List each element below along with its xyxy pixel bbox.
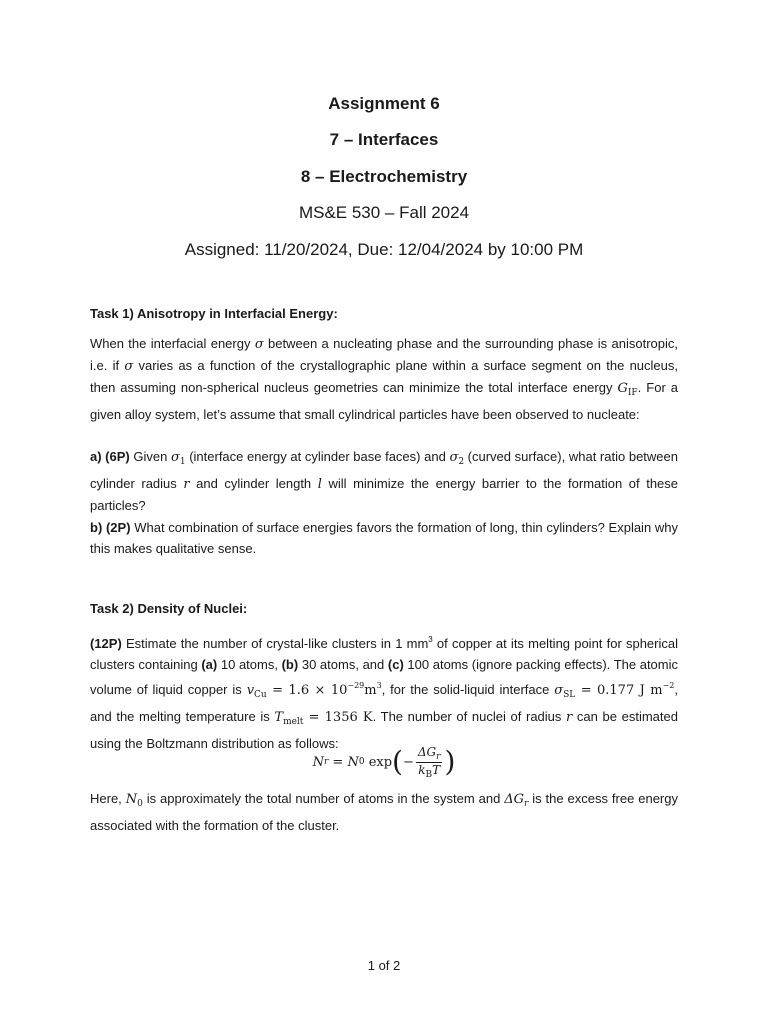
task2-title: Task 2) Density of Nuclei:: [90, 601, 248, 616]
assignment-dates: Assigned: 11/20/2024, Due: 12/04/2024 by 10:00 PM: [184, 240, 584, 259]
boltzmann-equation: N r = N 0 exp ( − $\frac{\Delta G_r}{k_BT}$ ): [312, 744, 456, 780]
topic-interfaces: 7 – Interfaces: [329, 130, 439, 149]
equation-fraction: $\frac{\Delta G_r}{k_BT}$: [417, 744, 441, 780]
task1-title: Task 1) Anisotropy in Interfacial Energy:: [90, 306, 338, 321]
assignment-title: Assignment 6: [328, 94, 440, 113]
task2-problem: (12P) Estimate the number of crystal-like clusters in 1 $mm^3$ of copper at its melting point for spherical clusters containing (a) 10 atoms, (b) 30 atoms, and (c) 100 atoms (ignore packing effects). The atomic volume of liquid copper is $v_{Cu} = 1.6 \times 10^{-29}m^3$, for the solid-liquid interface $\sigma_{SL} = 0.177$ J $m^{-2}$, and the melting temperature is $T_{melt} = 1356$ K. The number of nuclei of radius r can be estimated using the Boltzmann distribution as follows:: [90, 635, 679, 751]
task2-explanation: Here, $N_0$ is approximately the total number of atoms in the system and $\Delta G_r$ is the excess free energy associated with the formation of the cluster.: [90, 791, 678, 833]
task1-part-a: a) (6P) Given $\sigma_1$ (interface energy at cylinder base faces) and $\sigma_2$ (curved surface), what ratio between cylinder radius r and cylinder length l will minimize the energy barrier to the formation of these particles?: [90, 449, 679, 513]
course-name: MS&E 530 – Fall 2024: [298, 203, 470, 222]
task1-part-b: b) (2P) What combination of surface energies favors the formation of long, thin cylinders? Explain why this makes qualitative sense.: [90, 520, 678, 556]
page-number: 1 of 2: [367, 958, 401, 973]
task1-intro: When the interfacial energy σ between a nucleating phase and the surrounding phase is anisotropic, i.e. if σ varies as a function of the crystallographic plane within a surface segment on the nucleus, then assuming non-spherical nucleus geometries can minimize the total interface energy $G_{IF}$. For a given alloy system, let’s assume that small cylindrical particles have been observed to nucleate:: [90, 336, 678, 422]
topic-electrochemistry: 8 – Electrochemistry: [300, 167, 468, 186]
